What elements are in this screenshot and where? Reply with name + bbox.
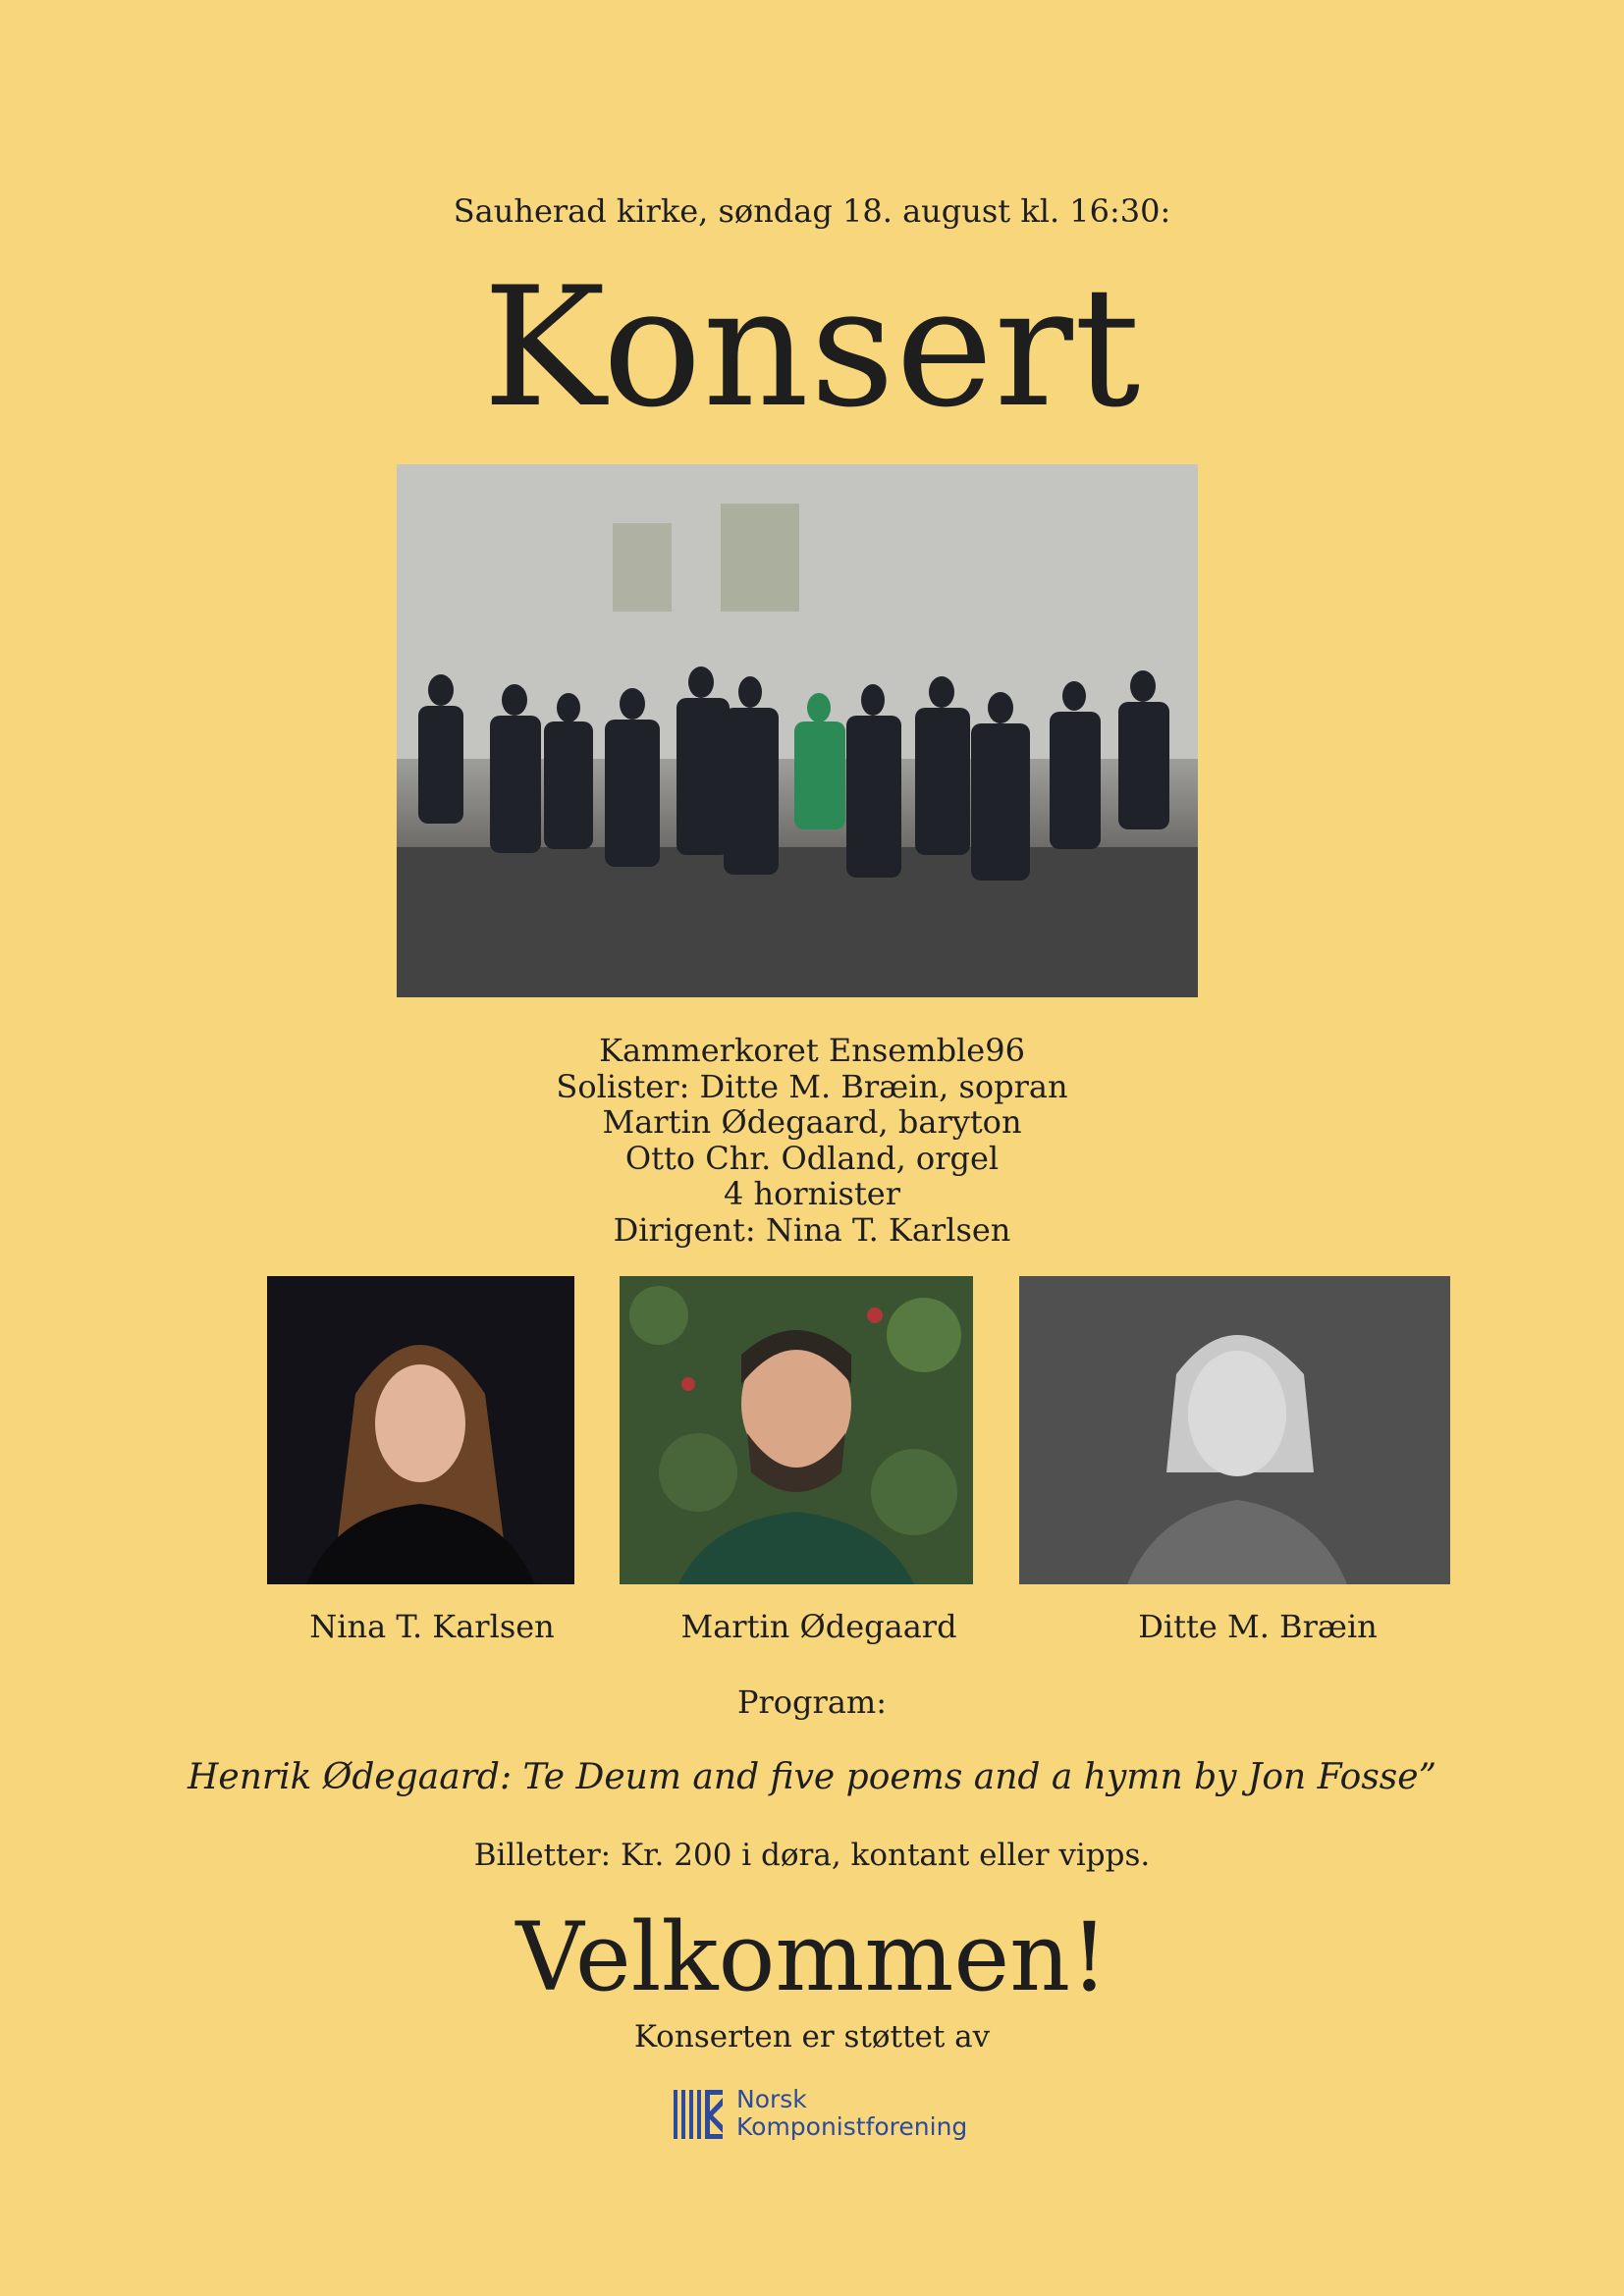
sponsor-name-line: Komponistforening <box>736 2112 968 2141</box>
program-text: Henrik Ødegaard: Te Deum and five poems and a hymn by Jon Fosse” <box>188 1757 1436 1797</box>
supported-by-text: Konserten er støttet av <box>633 2019 991 2055</box>
sponsor-name-line: Norsk <box>736 2085 807 2113</box>
group-photo-icon <box>397 464 1198 997</box>
portrait-martin-odegaard <box>620 1276 973 1584</box>
info-line: Otto Chr. Odland, orgel <box>624 1139 1000 1177</box>
choir-group-photo <box>397 464 1198 997</box>
norsk-komponistforening-logo-icon <box>674 2090 723 2139</box>
sponsor-logo <box>674 2086 988 2143</box>
performer-info <box>0 1033 1624 1248</box>
event-date-line: Sauherad kirke, søndag 18. august kl. 16:30: <box>453 192 1171 230</box>
sponsor-name <box>736 2086 967 2141</box>
info-line: 4 hornister <box>723 1175 901 1212</box>
info-line: Martin Ødegaard, baryton <box>602 1103 1022 1141</box>
info-line: Dirigent: Nina T. Karlsen <box>613 1210 1011 1249</box>
ticket-info: Billetter: Kr. 200 i døra, kontant eller vipps. <box>473 1838 1151 1873</box>
portrait-photo-icon <box>267 1276 574 1584</box>
portrait-caption: Ditte M. Bræin <box>1138 1608 1378 1645</box>
portrait-nina-karlsen <box>267 1276 574 1584</box>
portrait-photo-icon <box>1019 1276 1450 1584</box>
welcome-heading: Velkommen! <box>515 1902 1109 2012</box>
info-line: Solister: Ditte M. Bræin, sopran <box>556 1067 1068 1105</box>
program-label: Program: <box>736 1683 888 1721</box>
page-title: Konsert <box>482 251 1142 444</box>
portrait-caption: Martin Ødegaard <box>680 1608 957 1645</box>
portrait-caption: Nina T. Karlsen <box>309 1608 555 1645</box>
info-line: Kammerkoret Ensemble96 <box>599 1032 1025 1069</box>
portrait-photo-icon <box>620 1276 973 1584</box>
portrait-ditte-braein <box>1019 1276 1450 1584</box>
